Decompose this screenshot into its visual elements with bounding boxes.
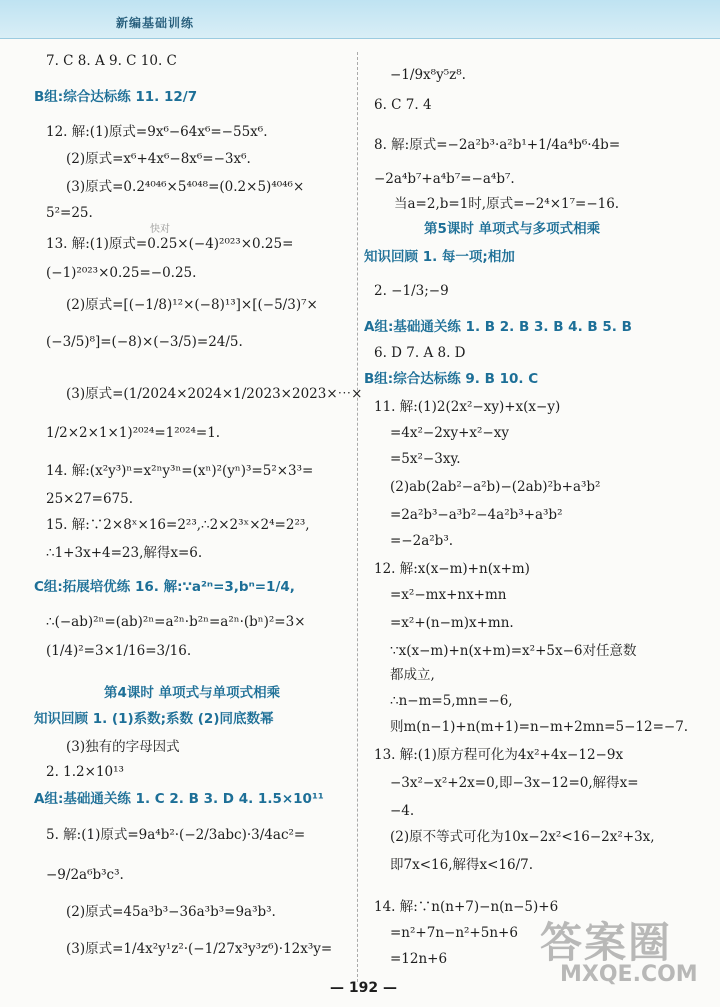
answer-line: =n²+7n−n²+5n+6 xyxy=(390,925,518,941)
answer-line: 12. 解:(1)原式=9x⁶−64x⁶=−55x⁶. xyxy=(46,124,268,140)
stamp-watermark: 快对 xyxy=(150,224,170,235)
answer-line: ∴1+3x+4=23,解得x=6. xyxy=(46,545,203,561)
site-watermark-url: MXQE.COM xyxy=(560,962,698,987)
answer-line: 当a=2,b=1时,原式=−2⁴×1⁷=−16. xyxy=(394,196,620,212)
top-banner xyxy=(0,0,720,39)
answer-line: 12. 解:x(x−m)+n(x+m) xyxy=(374,561,530,577)
answer-line: (2)ab(2ab²−a²b)−(2ab)²b+a³b² xyxy=(390,479,601,495)
section-heading: 知识回顾 1. (1)系数;系数 (2)同底数幂 xyxy=(34,711,274,727)
answer-line: (3)原式=1/4x²y¹z²·(−1/27x³y³z⁶)·12x³y= xyxy=(66,941,333,957)
answer-line: (2)原式=x⁶+4x⁶−8x⁶=−3x⁶. xyxy=(66,151,251,167)
page-number: — 192 — xyxy=(330,980,397,996)
column-divider xyxy=(357,52,358,982)
answer-line: 13. 解:(1)原式=0.25×(−4)²⁰²³×0.25= xyxy=(46,236,294,252)
section-heading: C组:拓展培优练 16. 解:∵a²ⁿ=3,bⁿ=1/4, xyxy=(34,579,295,595)
answer-line: 即7x<16,解得x<16/7. xyxy=(390,857,534,873)
answer-line: (2)原式=45a³b³−36a³b³=9a³b³. xyxy=(66,904,276,920)
answer-line: =x²−mx+nx+mn xyxy=(390,587,507,603)
section-heading: B组:综合达标练 11. 12/7 xyxy=(34,89,198,105)
answer-line: 6. D 7. A 8. D xyxy=(374,345,466,361)
answer-line: (1/4)²=3×1/16=3/16. xyxy=(46,643,192,659)
answer-line: 8. 解:原式=−2a²b³·a²b¹+1/4a⁴b⁶·4b= xyxy=(374,137,621,153)
section-heading: A组:基础通关练 1. C 2. B 3. D 4. 1.5×10¹¹ xyxy=(34,791,324,807)
answer-line: =5x²−3xy. xyxy=(390,451,461,467)
answer-line: 则m(n−1)+n(m+1)=n−m+2mn=5−12=−7. xyxy=(390,719,689,735)
answer-line: 14. 解:∵n(n+7)−n(n−5)+6 xyxy=(374,899,559,915)
lesson-title: 第5课时 单项式与多项式相乘 xyxy=(424,221,601,237)
answer-line: 2. 1.2×10¹³ xyxy=(46,764,124,780)
answer-line: =−2a²b³. xyxy=(390,533,454,549)
answer-line: =2a²b³−a³b²−4a²b³+a³b² xyxy=(390,507,563,523)
answer-line: (3)原式=0.2⁴⁰⁴⁶×5⁴⁰⁴⁸=(0.2×5)⁴⁰⁴⁶× xyxy=(66,179,305,195)
answer-line: ∴n−m=5,mn=−6, xyxy=(390,693,513,709)
answer-line: ∵x(x−m)+n(x+m)=x²+5x−6对任意数 xyxy=(390,643,637,659)
answer-line: −3x²−x²+2x=0,即−3x−12=0,解得x= xyxy=(390,775,639,791)
answer-line: (2)原不等式可化为10x−2x²<16−2x²+3x, xyxy=(390,829,655,845)
answer-line: −4. xyxy=(390,803,415,819)
answer-line: 5. 解:(1)原式=9a⁴b²·(−2/3abc)·3/4ac²= xyxy=(46,827,306,843)
answer-line: 1/2×2×1×1)²⁰²⁴=1²⁰²⁴=1. xyxy=(46,425,221,441)
answer-line: 13. 解:(1)原方程可化为4x²+4x−12−9x xyxy=(374,747,624,763)
answer-line: 2. −1/3;−9 xyxy=(374,283,449,299)
answer-line: −9/2a⁶b³c³. xyxy=(46,867,124,883)
answer-line: 6. C 7. 4 xyxy=(374,97,432,113)
answer-line: (−1)²⁰²³×0.25=−0.25. xyxy=(46,265,197,281)
answer-line: 15. 解:∵2×8ˣ×16=2²³,∴2×2³ˣ×2⁴=2²³, xyxy=(46,517,310,533)
answer-line: =4x²−2xy+x²−xy xyxy=(390,425,509,441)
answer-line: (2)原式=[(−1/8)¹²×(−8)¹³]×[(−5/3)⁷× xyxy=(66,297,318,313)
answer-line: =12n+6 xyxy=(390,951,448,967)
answer-line: 11. 解:(1)2(2x²−xy)+x(x−y) xyxy=(374,399,561,415)
site-watermark: 答案圈 xyxy=(540,918,673,967)
section-heading: 知识回顾 1. 每一项;相加 xyxy=(364,249,515,265)
answer-line: =x²+(n−m)x+mn. xyxy=(390,615,514,631)
answer-line: (3)原式=(1/2024×2024×1/2023×2023×⋯× xyxy=(66,386,363,402)
answer-line: ∴(−ab)²ⁿ=(ab)²ⁿ=a²ⁿ·b²ⁿ=a²ⁿ·(bⁿ)²=3× xyxy=(46,614,306,630)
answer-line: 7. C 8. A 9. C 10. C xyxy=(46,53,177,69)
answer-line: 14. 解:(x²y³)ⁿ=x²ⁿy³ⁿ=(xⁿ)²(yⁿ)³=5²×3³= xyxy=(46,463,314,479)
answer-line: (3)独有的字母因式 xyxy=(66,739,180,755)
answer-line: (−3/5)⁸]=(−8)×(−3/5)=24/5. xyxy=(46,334,243,350)
answer-line: 都成立, xyxy=(390,667,435,683)
section-heading: B组:综合达标练 9. B 10. C xyxy=(364,371,539,387)
answer-line: 5²=25. xyxy=(46,205,93,221)
answer-line: −2a⁴b⁷+a⁴b⁷=−a⁴b⁷. xyxy=(374,171,515,187)
lesson-title: 第4课时 单项式与单项式相乘 xyxy=(104,685,281,701)
answer-line: −1/9x⁸y⁵z⁸. xyxy=(390,67,466,83)
answer-line: 25×27=675. xyxy=(46,491,134,507)
section-heading: A组:基础通关练 1. B 2. B 3. B 4. B 5. B xyxy=(364,319,632,335)
series-title: 新编基础训练 xyxy=(116,16,195,30)
